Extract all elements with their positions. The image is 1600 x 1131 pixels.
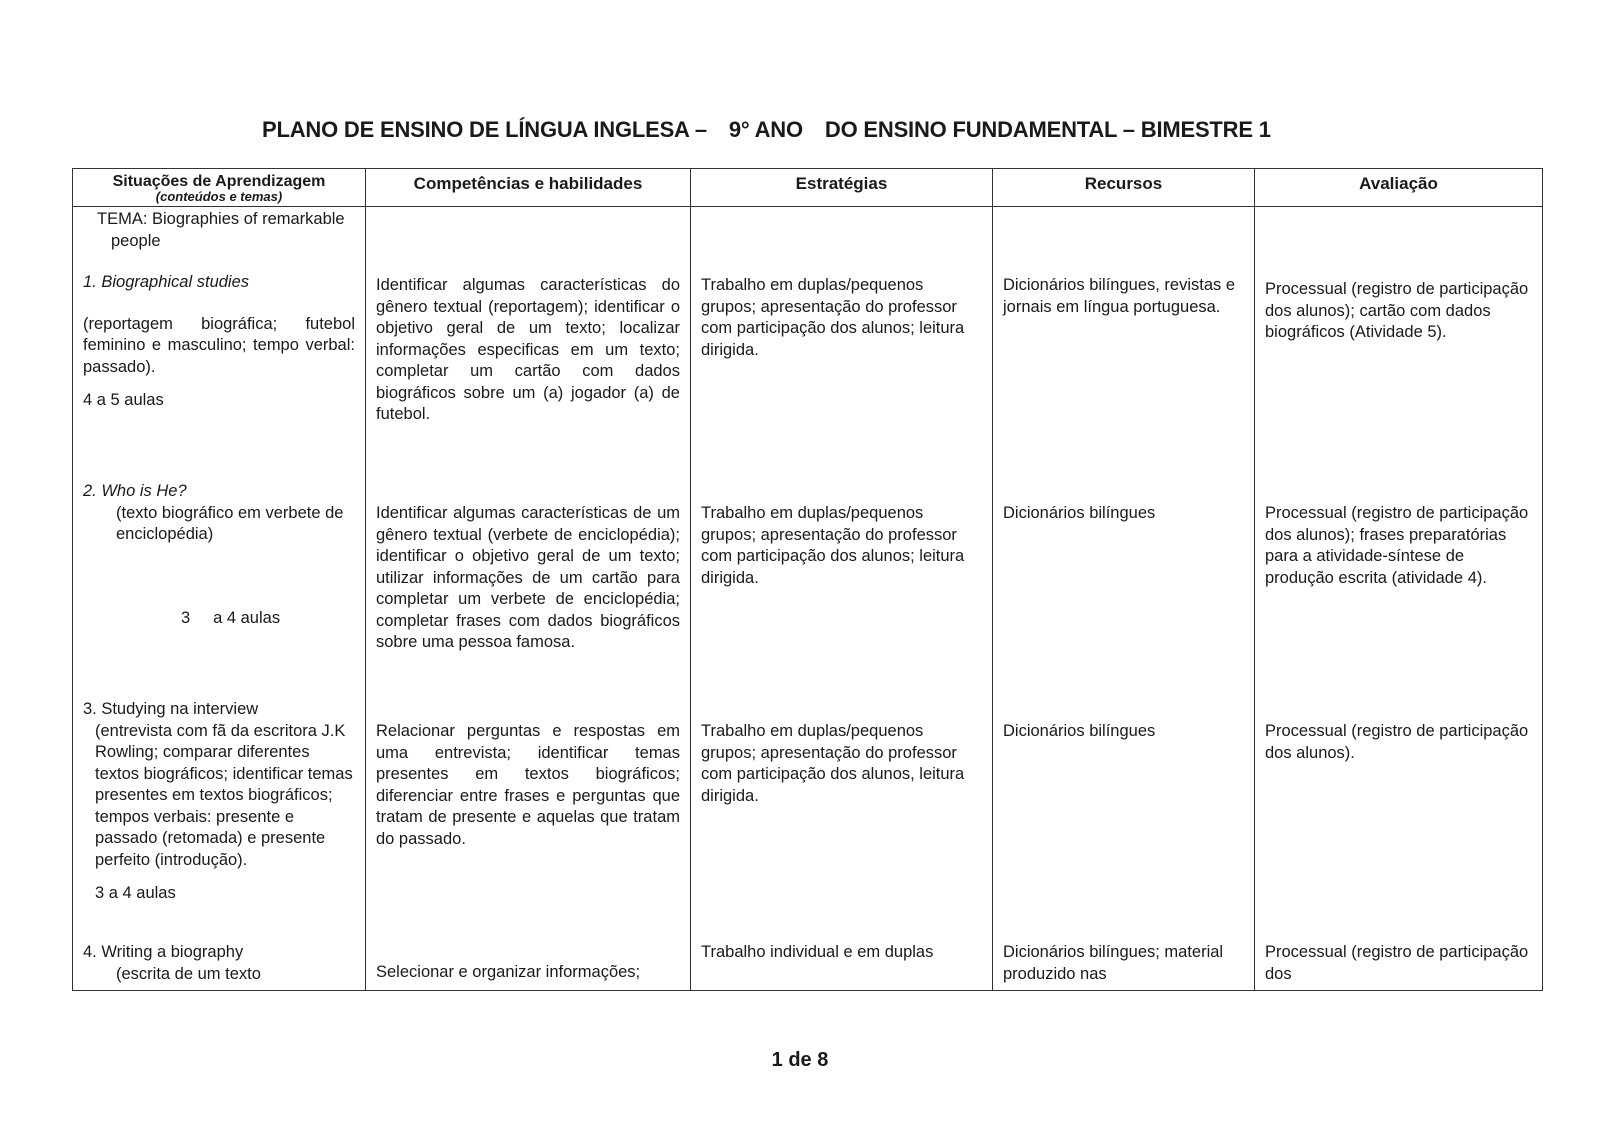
recursos-text: Dicionários bilíngues, revistas e jornais em língua portuguesa. xyxy=(1003,276,1236,316)
situacao-cell xyxy=(73,477,366,695)
table-row xyxy=(73,938,1543,991)
table-row xyxy=(73,695,1543,938)
avaliacao-text: Processual (registro de participação dos alunos); frases preparatórias para a atividade-síntese de produção escrita (atividade 4). xyxy=(1265,504,1529,587)
recursos-cell xyxy=(993,938,1255,991)
header-situacoes xyxy=(73,169,366,207)
header-estrategias: Estratégias xyxy=(691,169,993,207)
competencias-text: Relacionar perguntas e respostas em uma entrevista; identificar temas presentes em textos biográficos; diferenciar entre frases e perguntas que tratam de presente e aquelas que tratam do passado. xyxy=(376,722,680,848)
row-content: (texto biográfico em verbete de enciclopédia) xyxy=(116,503,344,543)
row-duration: 4 a 5 aulas xyxy=(83,391,164,409)
situacao-cell xyxy=(73,695,366,938)
competencias-cell xyxy=(366,938,691,991)
row-title: 3. Studying na interview xyxy=(83,700,259,718)
row-duration: 3 a 4 aulas xyxy=(181,608,281,627)
theme-text: TEMA: Biographies of remarkable people xyxy=(97,210,345,250)
competencias-cell xyxy=(366,207,691,478)
estrategias-text: Trabalho em duplas/pequenos grupos; apresentação do professor com participação dos alunos, leitura dirigida. xyxy=(701,722,965,805)
competencias-text: Identificar algumas características do gênero textual (reportagem); identificar o objetivo geral de um texto; localizar informações especificas em um texto; completar um cartão com dados biográficos sobre um (a) jogador (a) de futebol. xyxy=(376,276,680,423)
avaliacao-cell xyxy=(1255,695,1543,938)
header-competencias: Competências e habilidades xyxy=(366,169,691,207)
situacao-cell xyxy=(73,938,366,991)
title-part-2: 9° ANO xyxy=(728,117,803,142)
row-content: (escrita de um texto xyxy=(116,964,261,983)
header-avaliacao: Avaliação xyxy=(1255,169,1543,207)
estrategias-text: Trabalho individual e em duplas xyxy=(701,943,934,961)
estrategias-cell xyxy=(691,938,993,991)
header-recursos: Recursos xyxy=(993,169,1255,207)
table-row xyxy=(73,477,1543,695)
competencias-cell xyxy=(366,695,691,938)
row-content: (entrevista com fã da escritora J.K Rowling; comparar diferentes textos biográficos; identificar temas presentes em textos biográficos; tempos verbais: presente e passado (retomada) e presente perfeito (introdução). xyxy=(95,721,353,869)
row-content: (reportagem biográfica; futebol feminino e masculino; tempo verbal: passado). xyxy=(83,314,355,376)
recursos-text: Dicionários bilíngues xyxy=(1003,722,1156,740)
avaliacao-cell xyxy=(1255,207,1543,478)
competencias-text: Identificar algumas características de um gênero textual (verbete de enciclopédia); identificar o objetivo geral de um texto; utilizar informações de um cartão para completar um verbete de enciclopédia; completar frases com dados biográficos sobre uma pessoa famosa. xyxy=(376,504,680,651)
avaliacao-text: Processual (registro de participação dos alunos). xyxy=(1265,722,1529,762)
page-number: 1 de 8 xyxy=(771,1049,829,1071)
recursos-cell xyxy=(993,477,1255,695)
recursos-text: Dicionários bilíngues; material produzido nas xyxy=(1003,943,1224,983)
table-header-row xyxy=(73,169,1543,207)
estrategias-cell xyxy=(691,477,993,695)
estrategias-text: Trabalho em duplas/pequenos grupos; apresentação do professor com participação dos alunos; leitura dirigida. xyxy=(701,276,965,359)
recursos-cell xyxy=(993,207,1255,478)
header-situacoes-label: Situações de Aprendizagem xyxy=(112,173,326,190)
estrategias-text: Trabalho em duplas/pequenos grupos; apresentação do professor com participação dos alunos; leitura dirigida. xyxy=(701,504,965,587)
page-title xyxy=(262,117,1362,143)
teaching-plan-table xyxy=(72,168,1543,991)
avaliacao-text: Processual (registro de participação dos xyxy=(1265,943,1529,983)
row-title: 2. Who is He? xyxy=(83,482,187,500)
table-row xyxy=(73,207,1543,478)
row-duration: 3 a 4 aulas xyxy=(95,884,176,902)
header-situacoes-sub: (conteúdos e temas) xyxy=(155,189,283,204)
recursos-cell xyxy=(993,695,1255,938)
row-title: 4. Writing a biography xyxy=(83,943,244,961)
estrategias-cell xyxy=(691,695,993,938)
row-title: 1. Biographical studies xyxy=(83,273,250,291)
competencias-cell xyxy=(366,477,691,695)
title-part-3: DO ENSINO FUNDAMENTAL – BIMESTRE 1 xyxy=(824,117,1271,142)
avaliacao-cell xyxy=(1255,477,1543,695)
avaliacao-text: Processual (registro de participação dos alunos); cartão com dados biográficos (Atividade 5). xyxy=(1265,280,1529,341)
estrategias-cell xyxy=(691,207,993,478)
recursos-text: Dicionários bilíngues xyxy=(1003,504,1156,522)
situacao-cell xyxy=(73,207,366,478)
competencias-text: Selecionar e organizar informações; xyxy=(376,963,641,981)
avaliacao-cell xyxy=(1255,938,1543,991)
title-part-1: PLANO DE ENSINO DE LÍNGUA INGLESA – xyxy=(262,117,707,142)
